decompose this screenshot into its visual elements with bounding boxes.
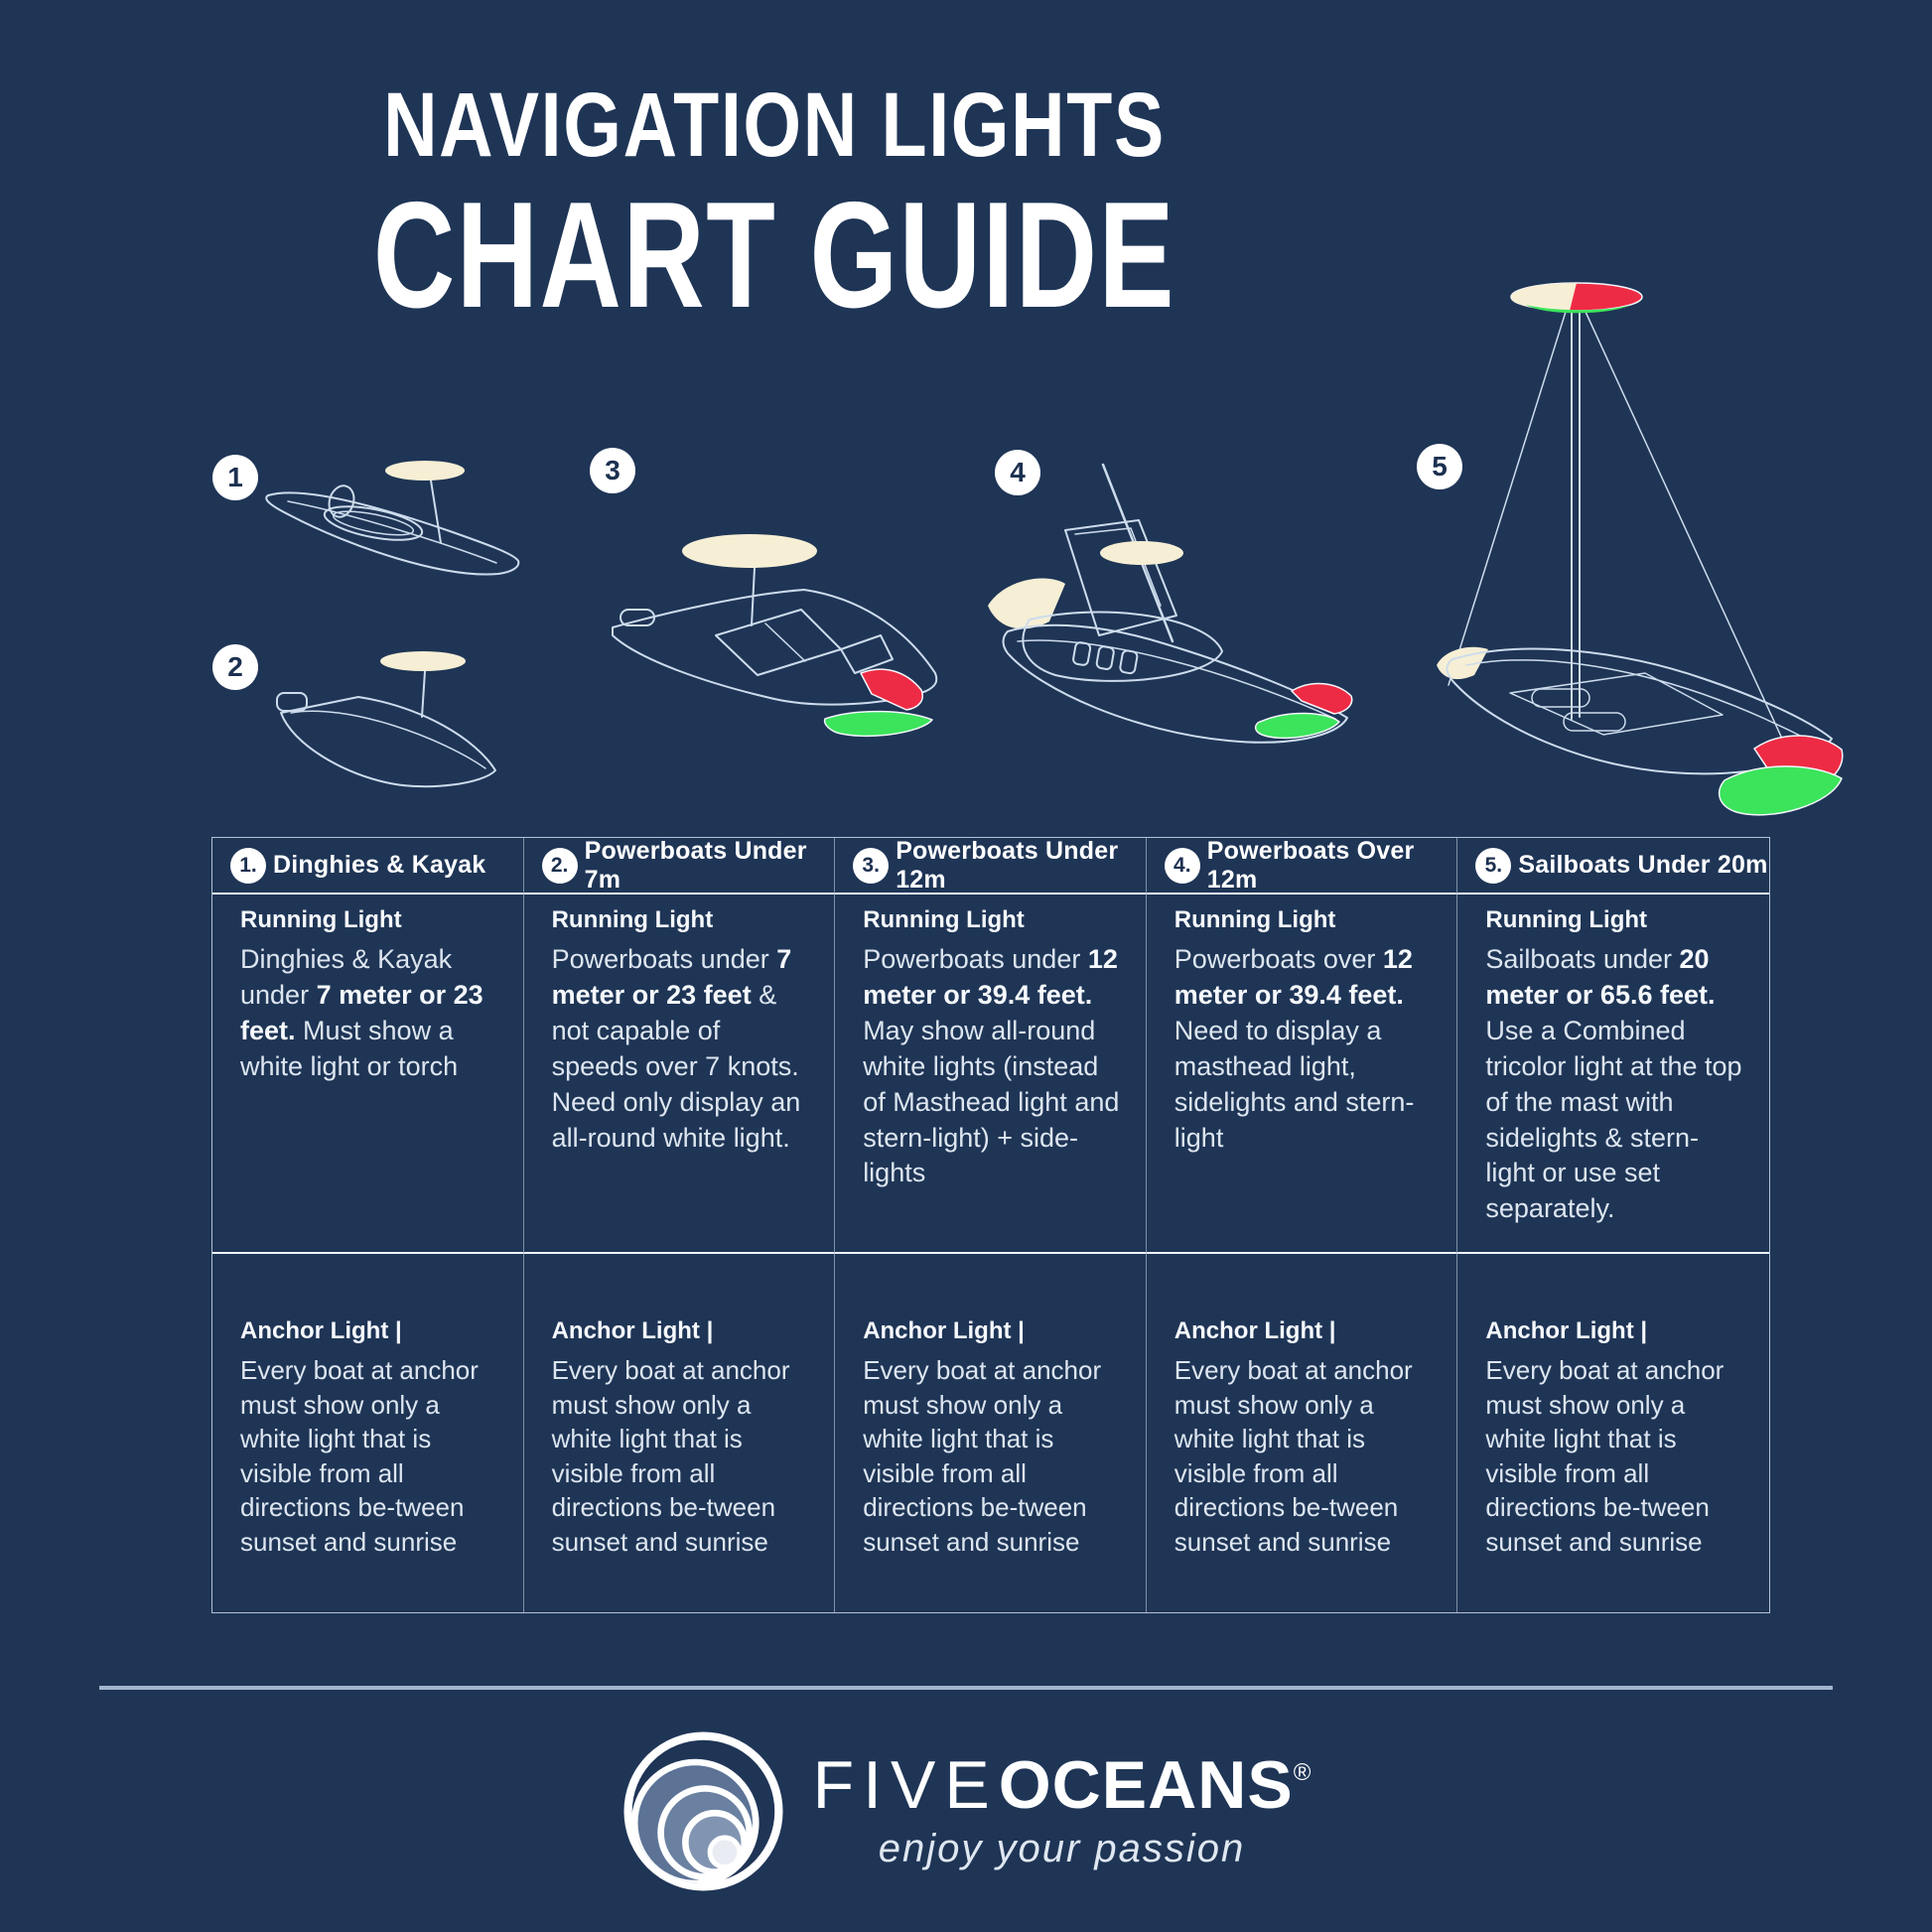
brand-second: OCEANS — [998, 1747, 1294, 1823]
anchor-light-text: Every boat at anchor must show only a white light that is visible from all directions be-tween sunset and sunrise — [863, 1355, 1102, 1557]
running-light-cell-powerboats-over-12m — [1147, 895, 1458, 1254]
anchor-light-text: Every boat at anchor must show only a white light that is visible from all directions be-tween sunset and sunrise — [1485, 1355, 1725, 1557]
powerboat-over-12m-illustration — [978, 439, 1375, 757]
running-light-cell-powerboats-under-7m — [524, 895, 836, 1254]
sailboat-illustration — [1415, 260, 1852, 836]
starboard-green-light — [1256, 713, 1339, 738]
running-light-heading: Running Light — [240, 906, 402, 933]
dinghy-light-pole — [422, 671, 425, 717]
table-header-sailboats-under-20m: 5. Sailboats Under 20m — [1457, 838, 1769, 895]
anchor-light-text: Every boat at anchor must show only a white light that is visible from all directions be-tween sunset and sunrise — [240, 1355, 479, 1557]
header-number-badge: 2. — [542, 848, 578, 884]
anchor-light-cell-powerboats-over-12m — [1147, 1254, 1458, 1612]
anchor-light-heading: Anchor Light | — [1485, 1317, 1648, 1344]
footer-divider — [99, 1686, 1833, 1690]
anchor-light-text: Every boat at anchor must show only a white light that is visible from all directions be-tween sunset and sunrise — [1173, 1355, 1413, 1557]
boat-badge-5: 5 — [1417, 444, 1462, 489]
running-light-text: Powerboats over 12 meter or 39.4 feet. Need to display a masthead light, sidelights and stern-light — [1173, 944, 1415, 1153]
five-oceans-wordmark — [812, 1747, 1311, 1871]
boat-badge-1: 1 — [212, 455, 258, 500]
port-red-light — [861, 669, 922, 710]
kayak-seat — [326, 483, 358, 520]
table-header-powerboats-over-12m: 4. Powerboats Over 12m — [1147, 838, 1458, 895]
starboard-green-light — [1720, 766, 1842, 815]
boat-badge-3: 3 — [590, 448, 635, 493]
running-light-heading: Running Light — [551, 906, 714, 933]
header-number-badge: 3. — [853, 848, 889, 884]
running-light-text: Powerboats under 12 meter or 39.4 feet. May show all-round white lights (instead of Masthead light and stern-light) + side-lights — [863, 944, 1120, 1188]
header-number-badge: 4. — [1165, 848, 1200, 884]
running-light-heading: Running Light — [1173, 906, 1336, 933]
brand-tagline: enjoy your passion — [878, 1827, 1246, 1870]
page-title — [0, 74, 1549, 340]
title-line-2: CHART GUIDE — [372, 170, 1176, 340]
port-red-light — [1292, 684, 1352, 714]
registered-mark: ® — [1293, 1759, 1311, 1786]
running-light-heading: Running Light — [863, 906, 1025, 933]
anchor-light-cell-powerboats-under-7m — [524, 1254, 836, 1612]
all-round-white-light — [682, 534, 817, 568]
forestay — [1449, 312, 1566, 685]
table-header-powerboats-under-7m: 2. Powerboats Under 7m — [524, 838, 836, 895]
table-header-powerboats-under-12m: 3. Powerboats Under 12m — [835, 838, 1147, 895]
cockpit — [1510, 673, 1723, 735]
anchor-light-heading: Anchor Light | — [863, 1317, 1025, 1344]
title-line-1: NAVIGATION LIGHTS — [383, 74, 1166, 176]
navigation-lights-table — [211, 837, 1770, 1613]
anchor-light-cell-dinghies — [212, 1254, 524, 1612]
windshield — [716, 610, 841, 675]
powerboat-under-12m-illustration — [591, 524, 1008, 758]
cabin-hatch — [1532, 689, 1589, 707]
anchor-light-cell-sailboats — [1457, 1254, 1769, 1612]
table-header-dinghies: 1. Dinghies & Kayak — [212, 838, 524, 895]
windshield-front-pane — [841, 635, 893, 673]
anchor-light-text: Every boat at anchor must show only a white light that is visible from all directions be-tween sunset and sunrise — [551, 1355, 790, 1557]
brand-first: FIVE — [812, 1747, 999, 1823]
running-light-cell-powerboats-under-12m — [835, 895, 1147, 1254]
footer-brand — [0, 1729, 1932, 1893]
starboard-green-light — [825, 712, 932, 737]
masthead-white-light — [1100, 541, 1183, 565]
five-oceans-logo-icon — [621, 1729, 785, 1893]
header-number-badge: 5. — [1475, 848, 1511, 884]
all-round-white-light — [380, 651, 466, 671]
running-light-text: Sailboats under 20 meter or 65.6 feet. Use a Combined tricolor light at the top of the mast with sidelights & stern-light or use set separately. — [1485, 944, 1742, 1224]
all-round-white-light — [385, 461, 465, 481]
anchor-light-cell-powerboats-under-12m — [835, 1254, 1147, 1612]
anchor-light-heading: Anchor Light | — [551, 1317, 714, 1344]
kayak-light-pole — [431, 481, 441, 543]
running-light-cell-sailboats — [1457, 895, 1769, 1254]
header-number-badge: 1. — [230, 848, 266, 884]
running-light-text: Powerboats under 7 meter or 23 feet & not capable of speeds over 7 knots. Need only display an all-round white light. — [551, 944, 801, 1153]
running-light-cell-dinghies — [212, 895, 524, 1254]
boat-badge-2: 2 — [212, 644, 258, 690]
tricolor-masthead-light — [1511, 283, 1642, 313]
dinghy-illustration — [263, 643, 511, 797]
running-light-text: Dinghies & Kayak under 7 meter or 23 feet. Must show a white light or torch — [240, 944, 483, 1081]
stern-white-light — [988, 579, 1065, 629]
boat-badge-4: 4 — [995, 450, 1040, 495]
anchor-light-heading: Anchor Light | — [240, 1317, 402, 1344]
kayak-illustration — [256, 452, 539, 586]
anchor-light-heading: Anchor Light | — [1173, 1317, 1336, 1344]
running-light-heading: Running Light — [1485, 906, 1647, 933]
